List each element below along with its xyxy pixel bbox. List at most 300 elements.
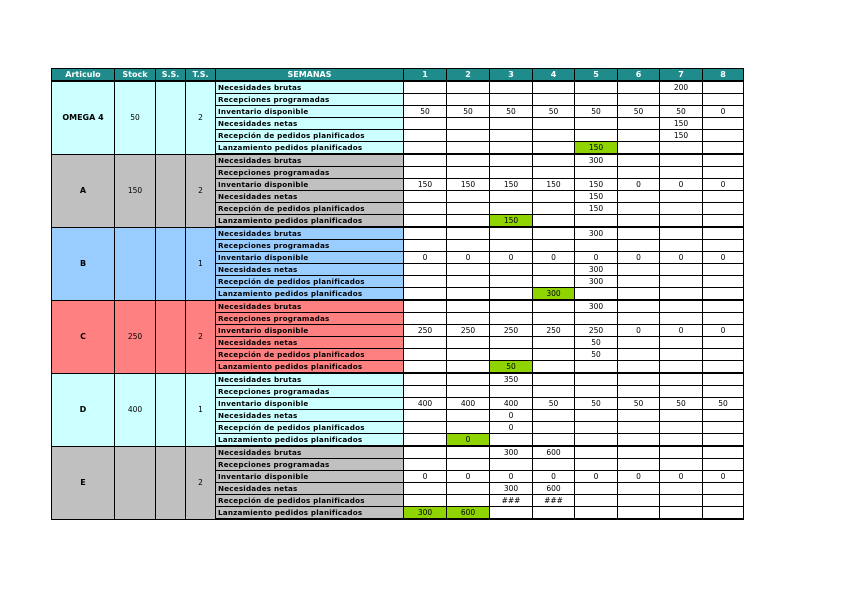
week-cell [490, 337, 533, 349]
week-cell: 150 [447, 179, 490, 191]
week-cell [660, 240, 703, 252]
week-cell [404, 446, 447, 459]
week-cell [618, 227, 660, 240]
week-cell [404, 227, 447, 240]
week-cell: 0 [703, 179, 744, 191]
week-cell: 0 [575, 471, 618, 483]
week-cell [575, 167, 618, 179]
week-cell: 0 [618, 252, 660, 264]
week-cell [575, 130, 618, 142]
week-cell [404, 142, 447, 155]
week-cell [404, 203, 447, 215]
concept-label: Necesidades netas [216, 483, 404, 495]
week-cell [490, 276, 533, 288]
week-cell [660, 227, 703, 240]
week-cell [404, 154, 447, 167]
week-cell [618, 191, 660, 203]
lead-time-cell: 2 [186, 154, 216, 227]
stock-cell: 250 [115, 300, 156, 373]
table-row [52, 373, 744, 386]
week-cell: 0 [490, 422, 533, 434]
lead-time-cell: 2 [186, 446, 216, 519]
concept-label: Necesidades netas [216, 264, 404, 276]
concept-label: Recepción de pedidos planificados [216, 349, 404, 361]
week-cell [618, 288, 660, 301]
week-cell [404, 300, 447, 313]
week-cell [660, 459, 703, 471]
week-cell [490, 167, 533, 179]
week-cell [533, 422, 575, 434]
week-cell [703, 130, 744, 142]
week-cell: 300 [575, 300, 618, 313]
concept-label: Necesidades netas [216, 118, 404, 130]
table-row [52, 227, 744, 240]
week-cell [447, 386, 490, 398]
week-cell: 0 [618, 471, 660, 483]
week-cell: 150 [575, 191, 618, 203]
week-cell [404, 264, 447, 276]
week-cell [618, 422, 660, 434]
week-cell [447, 154, 490, 167]
week-cell [618, 386, 660, 398]
week-cell: 200 [660, 81, 703, 94]
week-cell [618, 264, 660, 276]
week-cell [490, 227, 533, 240]
week-cell [703, 349, 744, 361]
week-cell [703, 142, 744, 155]
concept-label: Recepciones programadas [216, 313, 404, 325]
week-cell: 400 [447, 398, 490, 410]
week-cell [533, 215, 575, 228]
week-cell [447, 422, 490, 434]
week-cell [533, 94, 575, 106]
concept-label: Recepción de pedidos planificados [216, 422, 404, 434]
concept-label: Lanzamiento pedidos planificados [216, 361, 404, 374]
week-cell: 0 [703, 106, 744, 118]
week-cell: 250 [533, 325, 575, 337]
concept-label: Lanzamiento pedidos planificados [216, 142, 404, 155]
week-cell [447, 459, 490, 471]
week-cell [660, 373, 703, 386]
week-cell [404, 349, 447, 361]
week-cell [447, 410, 490, 422]
week-cell [404, 337, 447, 349]
article-name: E [52, 446, 115, 519]
week-cell [533, 118, 575, 130]
table-row [52, 81, 744, 94]
week-cell [533, 459, 575, 471]
week-cell [660, 167, 703, 179]
week-cell [618, 483, 660, 495]
concept-label: Inventario disponible [216, 325, 404, 337]
week-cell [660, 446, 703, 459]
week-cell: 0 [447, 471, 490, 483]
week-cell [618, 507, 660, 520]
concept-label: Lanzamiento pedidos planificados [216, 215, 404, 228]
week-cell [490, 154, 533, 167]
safety-stock-cell [156, 227, 186, 300]
week-cell [618, 373, 660, 386]
concept-label: Necesidades brutas [216, 154, 404, 167]
week-cell: 400 [490, 398, 533, 410]
concept-label: Necesidades netas [216, 337, 404, 349]
week-cell: 250 [404, 325, 447, 337]
week-cell [490, 240, 533, 252]
week-cell: 300 [490, 483, 533, 495]
week-cell [660, 483, 703, 495]
week-cell [447, 215, 490, 228]
week-cell: 0 [703, 252, 744, 264]
week-cell [618, 167, 660, 179]
concept-label: Inventario disponible [216, 106, 404, 118]
article-name: B [52, 227, 115, 300]
week-cell [447, 313, 490, 325]
mrp-body [52, 81, 744, 519]
week-cell: 300 [575, 276, 618, 288]
week-cell: 50 [660, 398, 703, 410]
week-cell [533, 386, 575, 398]
concept-label: Recepciones programadas [216, 459, 404, 471]
week-cell [447, 264, 490, 276]
header-week-2: 2 [447, 69, 490, 82]
week-cell [575, 495, 618, 507]
week-cell [703, 422, 744, 434]
week-cell [404, 434, 447, 447]
week-cell [703, 264, 744, 276]
week-cell [618, 118, 660, 130]
week-cell [490, 81, 533, 94]
week-cell: 150 [533, 179, 575, 191]
week-cell [575, 94, 618, 106]
week-cell [703, 118, 744, 130]
stock-cell: 50 [115, 81, 156, 154]
week-cell [533, 264, 575, 276]
week-cell [404, 422, 447, 434]
week-cell: 50 [447, 106, 490, 118]
week-cell [490, 142, 533, 155]
week-cell: 300 [575, 264, 618, 276]
concept-label: Recepción de pedidos planificados [216, 130, 404, 142]
concept-label: Lanzamiento pedidos planificados [216, 288, 404, 301]
week-cell [447, 227, 490, 240]
week-cell [618, 142, 660, 155]
week-cell [575, 313, 618, 325]
week-cell: 50 [575, 337, 618, 349]
week-cell [447, 349, 490, 361]
header-week-3: 3 [490, 69, 533, 82]
week-cell: 0 [490, 410, 533, 422]
week-cell [404, 373, 447, 386]
week-cell: 0 [404, 252, 447, 264]
week-cell [660, 422, 703, 434]
week-cell [404, 459, 447, 471]
week-cell: 600 [447, 507, 490, 520]
week-cell [575, 422, 618, 434]
week-cell [703, 313, 744, 325]
week-cell [533, 313, 575, 325]
week-cell: 400 [404, 398, 447, 410]
week-cell [490, 313, 533, 325]
week-cell [575, 81, 618, 94]
week-cell [618, 81, 660, 94]
week-cell: 150 [575, 179, 618, 191]
week-cell: 600 [533, 446, 575, 459]
week-cell [533, 337, 575, 349]
week-cell [447, 288, 490, 301]
week-cell: 250 [575, 325, 618, 337]
week-cell [533, 167, 575, 179]
week-cell [703, 288, 744, 301]
concept-label: Recepciones programadas [216, 386, 404, 398]
week-cell [533, 142, 575, 155]
week-cell [533, 507, 575, 520]
table-row [52, 300, 744, 313]
week-cell [533, 203, 575, 215]
concept-label: Inventario disponible [216, 179, 404, 191]
week-cell [703, 507, 744, 520]
week-cell [575, 288, 618, 301]
week-cell: 0 [533, 252, 575, 264]
week-cell [703, 276, 744, 288]
week-cell [404, 386, 447, 398]
week-cell [404, 167, 447, 179]
week-cell [404, 313, 447, 325]
week-cell [618, 349, 660, 361]
week-cell: 0 [703, 325, 744, 337]
week-cell [618, 240, 660, 252]
week-cell [660, 313, 703, 325]
concept-label: Necesidades brutas [216, 227, 404, 240]
week-cell [703, 410, 744, 422]
safety-stock-cell [156, 300, 186, 373]
week-cell [575, 446, 618, 459]
week-cell [660, 154, 703, 167]
week-cell [703, 215, 744, 228]
week-cell: 50 [660, 106, 703, 118]
safety-stock-cell [156, 446, 186, 519]
week-cell [575, 434, 618, 447]
concept-label: Necesidades brutas [216, 446, 404, 459]
week-cell [660, 386, 703, 398]
week-cell [447, 118, 490, 130]
week-cell [404, 130, 447, 142]
concept-label: Recepción de pedidos planificados [216, 203, 404, 215]
week-cell [404, 410, 447, 422]
week-cell: 300 [575, 154, 618, 167]
week-cell [490, 288, 533, 301]
week-cell [533, 434, 575, 447]
week-cell: ### [533, 495, 575, 507]
article-name: A [52, 154, 115, 227]
week-cell [703, 361, 744, 374]
concept-label: Recepciones programadas [216, 94, 404, 106]
concept-label: Inventario disponible [216, 471, 404, 483]
week-cell: 150 [575, 203, 618, 215]
week-cell: 0 [404, 471, 447, 483]
header-ss: S.S. [156, 69, 186, 82]
header-week-5: 5 [575, 69, 618, 82]
week-cell: 50 [575, 398, 618, 410]
week-cell: ### [490, 495, 533, 507]
week-cell [404, 495, 447, 507]
week-cell [618, 495, 660, 507]
week-cell [447, 203, 490, 215]
week-cell: 0 [575, 252, 618, 264]
week-cell [703, 495, 744, 507]
week-cell [618, 94, 660, 106]
week-cell: 50 [490, 361, 533, 374]
week-cell: 0 [490, 471, 533, 483]
week-cell: 300 [533, 288, 575, 301]
week-cell [533, 130, 575, 142]
week-cell [618, 313, 660, 325]
week-cell: 50 [533, 106, 575, 118]
week-cell [404, 288, 447, 301]
week-cell [490, 94, 533, 106]
week-cell [533, 349, 575, 361]
week-cell [618, 300, 660, 313]
week-cell: 50 [575, 349, 618, 361]
concept-label: Inventario disponible [216, 252, 404, 264]
week-cell [575, 215, 618, 228]
concept-label: Lanzamiento pedidos planificados [216, 434, 404, 447]
week-cell [404, 276, 447, 288]
safety-stock-cell [156, 81, 186, 154]
week-cell [533, 154, 575, 167]
week-cell [490, 349, 533, 361]
week-cell: 0 [660, 471, 703, 483]
week-cell [447, 191, 490, 203]
header-semanas: SEMANAS [216, 69, 404, 82]
lead-time-cell: 1 [186, 227, 216, 300]
week-cell [490, 507, 533, 520]
week-cell: 50 [618, 106, 660, 118]
week-cell [533, 191, 575, 203]
week-cell [490, 300, 533, 313]
week-cell [490, 203, 533, 215]
week-cell [575, 361, 618, 374]
week-cell [533, 227, 575, 240]
week-cell [618, 410, 660, 422]
week-cell [404, 240, 447, 252]
week-cell [533, 410, 575, 422]
week-cell [575, 459, 618, 471]
week-cell: 50 [533, 398, 575, 410]
header-row [52, 69, 744, 82]
week-cell [447, 373, 490, 386]
concept-label: Necesidades brutas [216, 300, 404, 313]
week-cell [533, 276, 575, 288]
week-cell [533, 373, 575, 386]
week-cell [447, 361, 490, 374]
concept-label: Recepciones programadas [216, 167, 404, 179]
concept-label: Recepción de pedidos planificados [216, 276, 404, 288]
week-cell [490, 434, 533, 447]
week-cell [618, 459, 660, 471]
week-cell [490, 264, 533, 276]
week-cell [575, 240, 618, 252]
week-cell [618, 361, 660, 374]
header-week-4: 4 [533, 69, 575, 82]
week-cell [660, 264, 703, 276]
week-cell: 250 [490, 325, 533, 337]
week-cell [618, 434, 660, 447]
header-week-7: 7 [660, 69, 703, 82]
week-cell [490, 130, 533, 142]
concept-label: Necesidades netas [216, 191, 404, 203]
table-row [52, 154, 744, 167]
week-cell: 300 [404, 507, 447, 520]
week-cell [447, 446, 490, 459]
week-cell [703, 240, 744, 252]
week-cell [660, 300, 703, 313]
week-cell: 50 [703, 398, 744, 410]
week-cell: 0 [618, 179, 660, 191]
week-cell [618, 130, 660, 142]
concept-label: Recepción de pedidos planificados [216, 495, 404, 507]
week-cell [703, 191, 744, 203]
week-cell [660, 495, 703, 507]
week-cell [447, 167, 490, 179]
concept-label: Necesidades netas [216, 410, 404, 422]
week-cell [618, 446, 660, 459]
week-cell [490, 118, 533, 130]
week-cell: 0 [618, 325, 660, 337]
week-cell [575, 386, 618, 398]
week-cell: 600 [533, 483, 575, 495]
week-cell [660, 349, 703, 361]
week-cell [490, 191, 533, 203]
week-cell [533, 300, 575, 313]
week-cell [660, 288, 703, 301]
week-cell: 0 [533, 471, 575, 483]
header-week-8: 8 [703, 69, 744, 82]
week-cell [447, 240, 490, 252]
week-cell: 50 [618, 398, 660, 410]
week-cell: 300 [575, 227, 618, 240]
week-cell [618, 154, 660, 167]
concept-label: Necesidades brutas [216, 81, 404, 94]
week-cell [618, 203, 660, 215]
table-row [52, 446, 744, 459]
lead-time-cell: 2 [186, 300, 216, 373]
week-cell: 50 [490, 106, 533, 118]
week-cell: 0 [447, 252, 490, 264]
week-cell [447, 276, 490, 288]
week-cell: 350 [490, 373, 533, 386]
header-week-6: 6 [618, 69, 660, 82]
header-articulo: Articulo [52, 69, 115, 82]
week-cell [575, 373, 618, 386]
week-cell [660, 191, 703, 203]
mrp-table [51, 68, 744, 520]
safety-stock-cell [156, 154, 186, 227]
week-cell [703, 483, 744, 495]
week-cell [533, 240, 575, 252]
week-cell [703, 386, 744, 398]
week-cell [660, 203, 703, 215]
week-cell: 150 [490, 215, 533, 228]
week-cell [660, 361, 703, 374]
concept-label: Inventario disponible [216, 398, 404, 410]
week-cell [575, 507, 618, 520]
stock-cell [115, 446, 156, 519]
week-cell [703, 446, 744, 459]
week-cell [404, 483, 447, 495]
week-cell [447, 483, 490, 495]
header-ts: T.S. [186, 69, 216, 82]
week-cell [447, 130, 490, 142]
